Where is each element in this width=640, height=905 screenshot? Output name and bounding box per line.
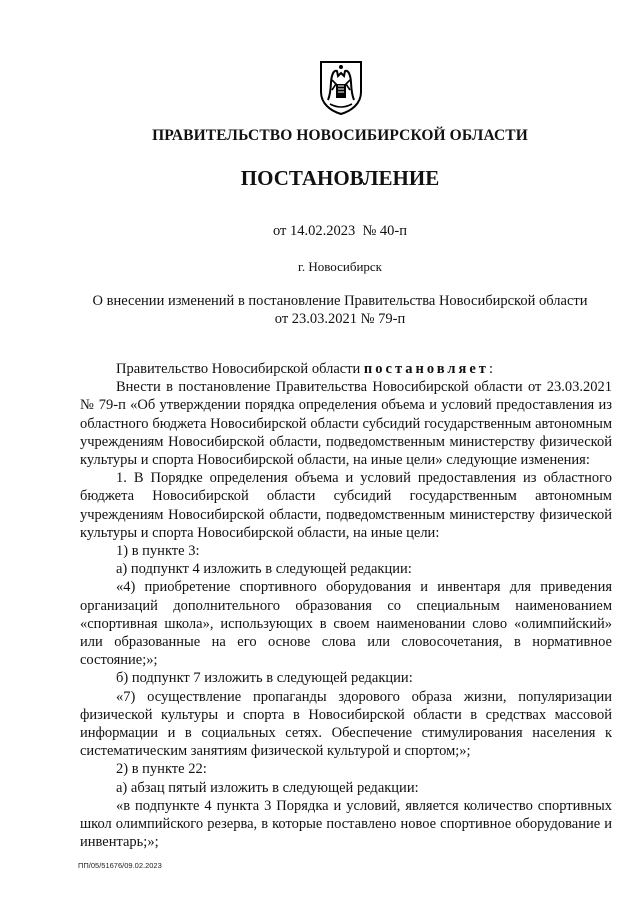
paragraph-7: «7) осуществление пропаганды здорового образа жизни, популяризации физической культуры и спорта в Новосибирской области в средствах массовой информации и в социальных сетях. Обеспечение стимулирования населения к систематическим занятиям физической культурой и спортом;»; [80, 688, 612, 760]
date-and-number: от 14.02.2023 № 40-п [272, 223, 408, 239]
intro-text: Правительство Новосибирской области [116, 361, 364, 377]
paragraph-8: 2) в пункте 22: [116, 761, 207, 778]
document-code: ПП/05/51676/09.02.2023 [78, 861, 162, 870]
document-subject [80, 292, 600, 328]
intro-colon: : [488, 361, 493, 377]
subject-line-2: от 23.03.2021 № 79-п [274, 311, 406, 327]
subject-line-1: О внесении изменений в постановление Правительства Новосибирской области [92, 293, 588, 309]
paragraph-4: а) подпункт 4 изложить в следующей редакции: [116, 561, 412, 578]
document-body [80, 360, 612, 851]
paragraph-1: Внести в постановление Правительства Новосибирской области от 23.03.2021 № 79-п «Об утверждении порядка определения объема и условий предоставления из областного бюджета Новосибирской области субсидий государственным автономным учреждениям Новосибирской области, подведомственным министерству физической культуры и спорта Новосибирской области, на иные цели» следующие изменения: [80, 379, 612, 469]
document-type: ПОСТАНОВЛЕНИЕ [240, 166, 440, 190]
city: г. Новосибирск [297, 259, 382, 274]
paragraph-2: 1. В Порядке определения объема и условий предоставления из областного бюджета Новосибирской области субсидий государственным автономным учреждениям Новосибирской области, подведомственным министерству физической культуры и спорта Новосибирской области, на иные цели: [80, 470, 612, 541]
paragraph-3: 1) в пункте 3: [116, 543, 200, 560]
intro-paragraph [80, 360, 612, 378]
paragraph-5: «4) приобретение спортивного оборудования и инвентаря для приведения организаций дополнительного образования со специальным наименованием «спортивная школа», использующих в своем наименовании слово «олимпийский» или образованные на его основе слова или словосочетания, в нормативное состояние;»; [80, 579, 612, 669]
paragraph-6: б) подпункт 7 изложить в следующей редакции: [116, 670, 413, 687]
paragraph-9: а) абзац пятый изложить в следующей редакции: [116, 779, 419, 796]
government-name: ПРАВИТЕЛЬСТВО НОВОСИБИРСКОЙ ОБЛАСТИ [152, 127, 528, 144]
resolves-word: постановляет [363, 361, 489, 377]
novosibirsk-coat-of-arms-icon [318, 60, 364, 116]
paragraph-10: «в подпункте 4 пункта 3 Порядка и условий, является количество спортивных школ олимпийского резерва, в которые поставлено новое спортивное оборудование и инвентарь;»; [80, 797, 612, 851]
